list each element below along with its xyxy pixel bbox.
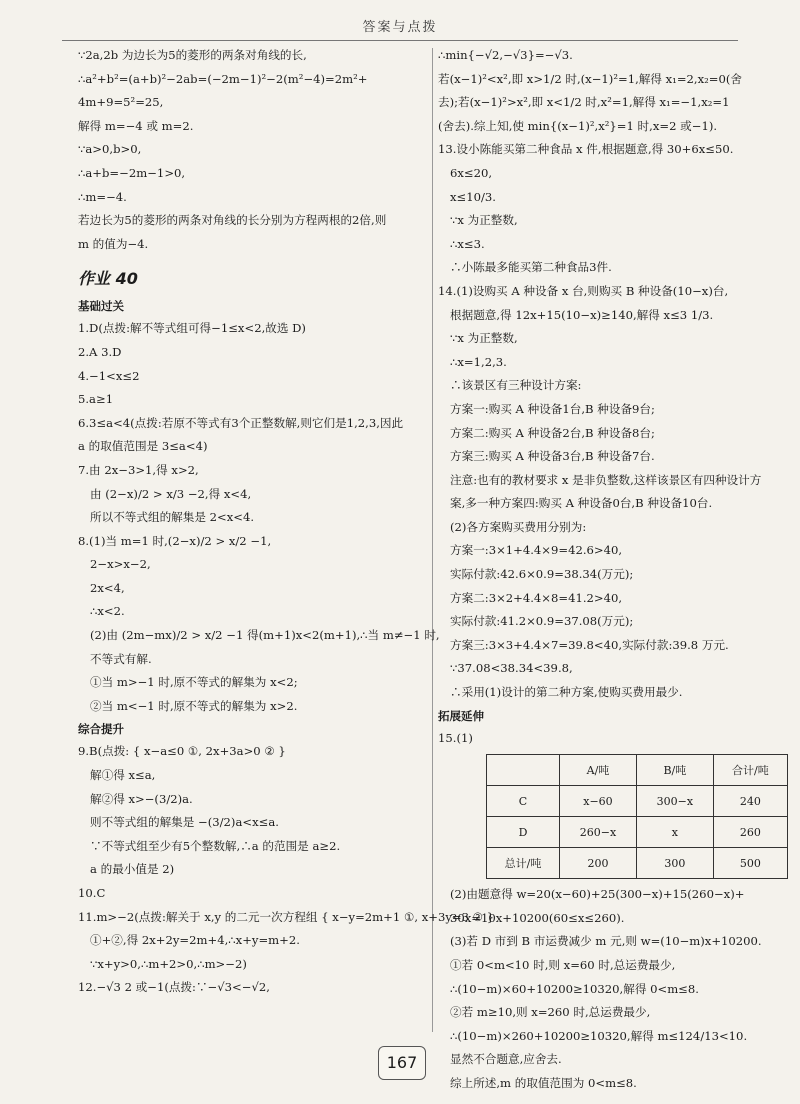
text-line: ①当 m>−1 时,原不等式的解集为 x<2; (90, 675, 298, 690)
table-cell: 260 (713, 817, 787, 848)
right-column (438, 44, 788, 1096)
table-cell: A/吨 (560, 755, 637, 786)
text-line: 2.A 3.D (78, 344, 122, 359)
table-cell: 总计/吨 (487, 848, 560, 879)
section-heading: 作业 40 (78, 269, 138, 289)
text-line: ∵2a,2b 为边长为5的菱形的两条对角线的长, (78, 48, 307, 62)
text-line: 10.C (78, 886, 106, 900)
text-line: 4.−1<x≤2 (78, 368, 140, 383)
text-line: 去);若(x−1)²>x²,即 x<1/2 时,x²=1,解得 x₁=−1,x₂=1 (438, 95, 730, 110)
table-row (487, 848, 788, 879)
table-row (487, 817, 788, 848)
text-line: 7.由 2x−3>1,得 x>2, (78, 462, 199, 477)
text-line: ∴a²+b²=(a+b)²−2ab=(−2m−1)²−2(m²−4)=2m²+ (78, 71, 368, 86)
table-cell: 260−x (560, 817, 637, 848)
text-line: ∴min{−√2,−√3}=−√3. (438, 48, 573, 62)
text-line: ②当 m<−1 时,原不等式的解集为 x>2. (90, 698, 298, 713)
text-line: ∴采用(1)设计的第二种方案,使购买费用最少. (450, 685, 683, 700)
text-line: ①若 0<m<10 时,则 x=60 时,总运费最少, (450, 958, 676, 972)
text-line: 6x≤20, (450, 165, 493, 180)
text-line: 若边长为5的菱形的两条对角线的长分别为方程两根的2倍,则 (78, 213, 387, 228)
text-line: ∴小陈最多能买第二种食品3件. (450, 260, 612, 275)
table-cell: D (487, 817, 560, 848)
text-line: ∵不等式组至少有5个整数解,∴a 的范围是 a≥2. (90, 838, 341, 853)
table-cell: 300−x (636, 786, 713, 817)
text-line: ∴m=−4. (78, 189, 127, 204)
text-line: ①+②,得 2x+2y=2m+4,∴x+y=m+2. (90, 933, 300, 948)
text-line: 方案三:购买 A 种设备3台,B 种设备7台. (450, 449, 655, 464)
text-line: 1.D(点拨:解不等式组可得−1≤x<2,故选 D) (78, 321, 306, 336)
text-line: a 的最小值是 2) (90, 862, 175, 877)
subsection-heading: 综合提升 (78, 722, 124, 737)
text-line: 由 (2−x)/2 > x/3 −2,得 x<4, (90, 486, 252, 501)
text-line: 6.3≤a<4(点拨:若原不等式有3个正整数解,则它们是1,2,3,因此 (78, 415, 404, 430)
table-cell: x (636, 817, 713, 848)
table-cell: 300 (636, 848, 713, 879)
text-line: 8.(1)当 m=1 时,(2−x)/2 > x/2 −1, (78, 533, 272, 548)
transport-table (486, 754, 788, 879)
text-line: 2x<4, (90, 580, 125, 595)
text-line: 综上所述,m 的取值范围为 0<m≤8. (450, 1075, 637, 1090)
column-divider (432, 48, 433, 1032)
table-cell: B/吨 (636, 755, 713, 786)
text-line: 14.(1)设购买 A 种设备 x 台,则购买 B 种设备(10−x)台, (438, 283, 729, 298)
page-number: 167 (378, 1046, 426, 1080)
text-line: ∴(10−m)×260+10200≥10320,解得 m≤124/13<10. (450, 1028, 748, 1043)
text-line: (2)由 (2m−mx)/2 > x/2 −1 得(m+1)x<2(m+1),∴当 m≠−1 时, (90, 628, 440, 643)
text-line: (2)由题意得 w=20(x−60)+25(300−x)+15(260−x)+ (450, 887, 745, 902)
text-line: ∴该景区有三种设计方案: (450, 378, 582, 393)
table-row (487, 755, 788, 786)
table-cell: 合计/吨 (713, 755, 787, 786)
text-line: ∵x 为正整数, (450, 213, 518, 228)
text-line: 方案三:3×3+4.4×7=39.8<40,实际付款:39.8 万元. (450, 637, 729, 652)
text-line: a 的取值范围是 3≤a<4) (78, 439, 208, 454)
text-line: 2−x>x−2, (90, 557, 151, 572)
text-line: 解①得 x≤a, (90, 768, 156, 783)
text-line: 15.(1) (438, 730, 473, 745)
text-line: x≤10/3. (450, 189, 496, 204)
text-line: ∵x+y>0,∴m+2>0,∴m>−2) (90, 956, 247, 971)
text-line: 30x=10x+10200(60≤x≤260). (450, 910, 625, 925)
text-line: 解②得 x>−(3/2)a. (90, 791, 193, 806)
text-line: 所以不等式组的解集是 2<x<4. (90, 510, 255, 525)
text-line: 解得 m=−4 或 m=2. (78, 118, 194, 133)
text-line: (舍去).综上知,使 min{(x−1)²,x²}=1 时,x=2 或−1). (438, 118, 718, 133)
text-line: ∵x 为正整数, (450, 331, 518, 346)
text-line: ∵a>0,b>0, (78, 142, 142, 157)
text-line: ∴x=1,2,3. (450, 354, 507, 369)
text-line: 方案二:购买 A 种设备2台,B 种设备8台; (450, 425, 655, 440)
text-line: 实际付款:42.6×0.9=38.34(万元); (450, 567, 634, 582)
text-line: 根据题意,得 12x+15(10−x)≥140,解得 x≤3 1/3. (450, 307, 714, 322)
text-line: ∴x≤3. (450, 236, 485, 251)
table-cell: 240 (713, 786, 787, 817)
text-line: (3)若 D 市到 B 市运费减少 m 元,则 w=(10−m)x+10200. (450, 934, 762, 949)
text-line: (2)各方案购买费用分别为: (450, 519, 587, 534)
text-line: ∴a+b=−2m−1>0, (78, 165, 186, 180)
table-row (487, 786, 788, 817)
text-line: 方案一:购买 A 种设备1台,B 种设备9台; (450, 401, 655, 416)
text-line: 显然不合题意,应舍去. (450, 1052, 562, 1067)
subsection-heading: 基础过关 (78, 299, 124, 314)
table-cell (487, 755, 560, 786)
text-line: 若(x−1)²<x²,即 x>1/2 时,(x−1)²=1,解得 x₁=2,x₂=0(舍 (438, 71, 742, 86)
text-line: ∴x<2. (90, 604, 125, 619)
text-line: 方案一:3×1+4.4×9=42.6>40, (450, 543, 623, 558)
table-cell: C (487, 786, 560, 817)
header-rule (62, 40, 738, 41)
text-line: ∴(10−m)×60+10200≥10320,解得 0<m≤8. (450, 981, 699, 996)
text-line: 13.设小陈能买第二种食品 x 件,根据题意,得 30+6x≤50. (438, 142, 734, 157)
text-line: 实际付款:41.2×0.9=37.08(万元); (450, 614, 634, 629)
text-line: 注意:也有的教材要求 x 是非负整数,这样该景区有四种设计方 (450, 472, 762, 487)
text-line: 不等式有解. (90, 651, 152, 666)
text-line: 案,多一种方案四:购买 A 种设备0台,B 种设备10台. (450, 496, 713, 511)
text-line: 9.B(点拨: { x−a≤0 ①, 2x+3a>0 ② } (78, 744, 286, 759)
text-line: 则不等式组的解集是 −(3/2)a<x≤a. (90, 815, 279, 830)
text-line: 方案二:3×2+4.4×8=41.2>40, (450, 590, 623, 605)
text-line: 11.m>−2(点拨:解关于 x,y 的二元一次方程组 { x−y=2m+1 ①, x+3y=3 ② } (78, 909, 495, 924)
text-line: ②若 m≥10,则 x=260 时,总运费最少, (450, 1005, 651, 1020)
text-line: m 的值为−4. (78, 236, 149, 251)
text-line: 12.−√3 2 或−1(点拨:∵−√3<−√2, (78, 980, 270, 995)
table-cell: x−60 (560, 786, 637, 817)
text-line: 4m+9=5²=25, (78, 95, 164, 110)
text-line: 5.a≥1 (78, 392, 114, 407)
text-line: ∵37.08<38.34<39.8, (450, 661, 573, 676)
table-cell: 200 (560, 848, 637, 879)
subsection-heading: 拓展延伸 (438, 708, 484, 723)
table-cell: 500 (713, 848, 787, 879)
running-header: 答案与点拨 (362, 20, 438, 35)
